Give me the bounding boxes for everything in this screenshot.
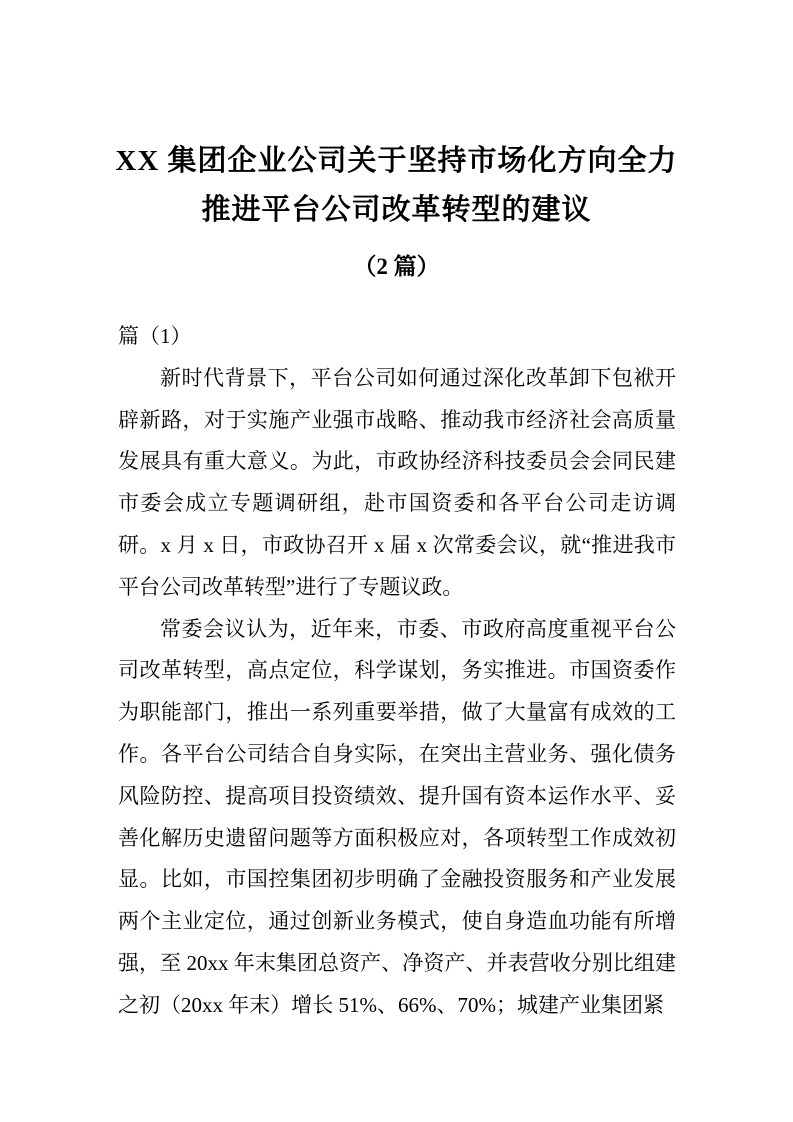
document-title-line-1: XX 集团企业公司关于坚持市场化方向全力: [115, 145, 678, 178]
document-body: [118, 316, 676, 1027]
document-title: [0, 137, 793, 235]
document-title-line-2: 推进平台公司改革转型的建议: [201, 194, 592, 227]
document-subtitle: （2 篇）: [353, 254, 440, 279]
section-label: 篇（1）: [118, 324, 192, 348]
body-paragraph-1: 新时代背景下，平台公司如何通过深化改革卸下包袱开辟新路，对于实施产业强市战略、推动我市经济社会高质量发展具有重大意义。为此，市政协经济科技委员会会同民建市委会成立专题调研组，赴市国资委和各平台公司走访调研。x 月 x 日，市政协召开 x 届 x 次常委会议，就“推进我市平台公司改革转型”进行了专题议政。: [118, 365, 676, 599]
body-paragraph-2: 常委会议认为，近年来，市委、市政府高度重视平台公司改革转型，高点定位，科学谋划，务实推进。市国资委作为职能部门，推出一系列重要举措，做了大量富有成效的工作。各平台公司结合自身实际，在突出主营业务、强化债务风险防控、提高项目投资绩效、提升国有资本运作水平、妥善化解历史遗留问题等方面积极应对，各项转型工作成效初显。比如，市国控集团初步明确了金融投资服务和产业发展两个主业定位，通过创新业务模式，使自身造血功能有所增强，至 20xx 年末集团总资产、净资产、并表营收分别比组建之初（20xx 年末）增长 51%、66%、70%；城建产业集团紧: [118, 616, 676, 1017]
